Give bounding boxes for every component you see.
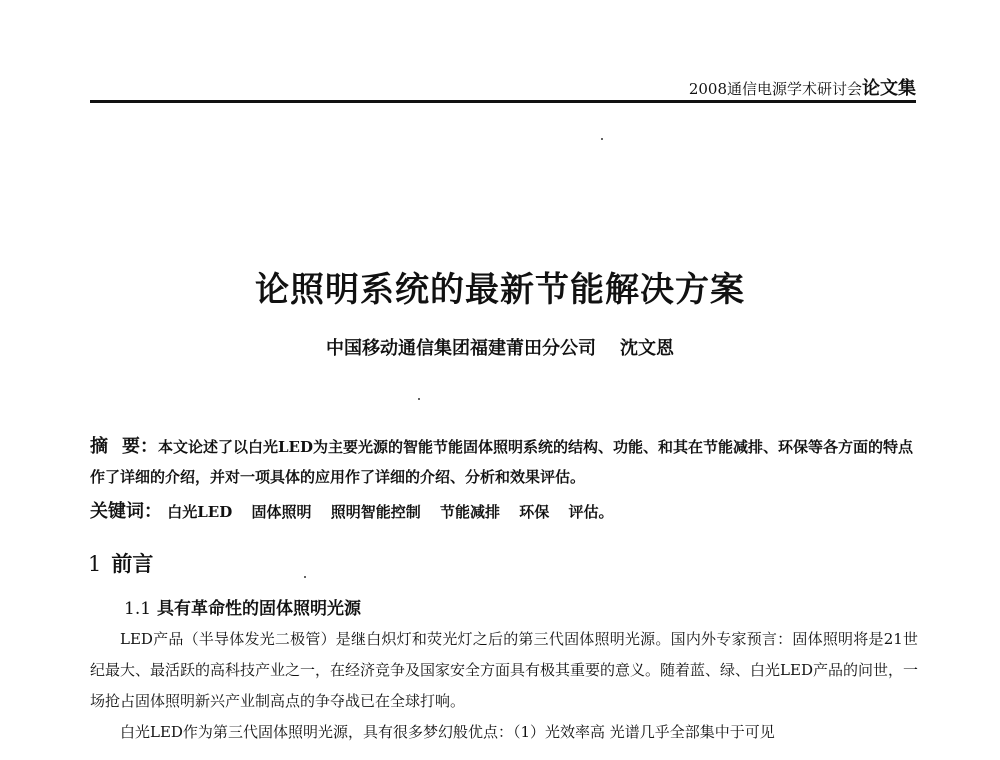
body-text [90, 624, 918, 748]
abstract-label: 摘 要： [90, 436, 158, 457]
section-title: 前言 [111, 551, 154, 576]
subsection-number: 1.1 [124, 599, 152, 619]
keyword: 环保 [519, 503, 550, 521]
keywords [90, 498, 918, 526]
section-heading [88, 548, 153, 578]
running-header [689, 74, 916, 100]
header-suffix: 论文集 [862, 78, 916, 99]
keyword: 评估。 [568, 503, 614, 521]
author-line [0, 334, 1000, 360]
header-rule [90, 100, 916, 103]
subsection-title: 具有革命性的固体照明光源 [157, 599, 362, 619]
keyword: 固体照明 [251, 503, 312, 521]
header-prefix: 2008通信电源学术研讨会 [688, 80, 862, 98]
section-number: 1 [88, 552, 102, 576]
paragraph: LED产品（半导体发光二极管）是继白炽灯和荧光灯之后的第三代固体照明光源。国内外专家预言：固体照明将是21世纪最大、最活跃的高科技产业之一，在经济竞争及国家安全方面具有极其重要的意义。随着蓝、绿、白光LED产品的问世，一场抢占固体照明新兴产业制高点的争夺战已在全球打响。 [90, 630, 918, 710]
abstract [90, 432, 918, 492]
keywords-label: 关键词： [90, 501, 162, 522]
abstract-text: 本文论述了以白光LED为主要光源的智能节能固体照明系统的结构、功能、和其在节能减排、环保等各方面的特点作了详细的介绍，并对一项具体的应用作了详细的介绍、分析和效果评估。 [90, 438, 913, 486]
paper-title: 论照明系统的最新节能解决方案 [255, 270, 745, 310]
scan-speck [304, 576, 306, 578]
keyword: 节能减排 [439, 503, 500, 521]
scan-speck [418, 398, 420, 400]
keyword: 白光LED [167, 503, 233, 521]
subsection-heading [124, 594, 361, 619]
affiliation: 中国移动通信集团福建莆田分公司 [326, 338, 596, 359]
keyword: 照明智能控制 [330, 503, 421, 521]
author-name: 沈文恩 [620, 338, 674, 359]
paragraph: 白光LED作为第三代固体照明光源，具有很多梦幻般优点：（1）光效率高 光谱几乎全部集中于可见 [120, 723, 775, 741]
scan-speck [601, 138, 603, 140]
